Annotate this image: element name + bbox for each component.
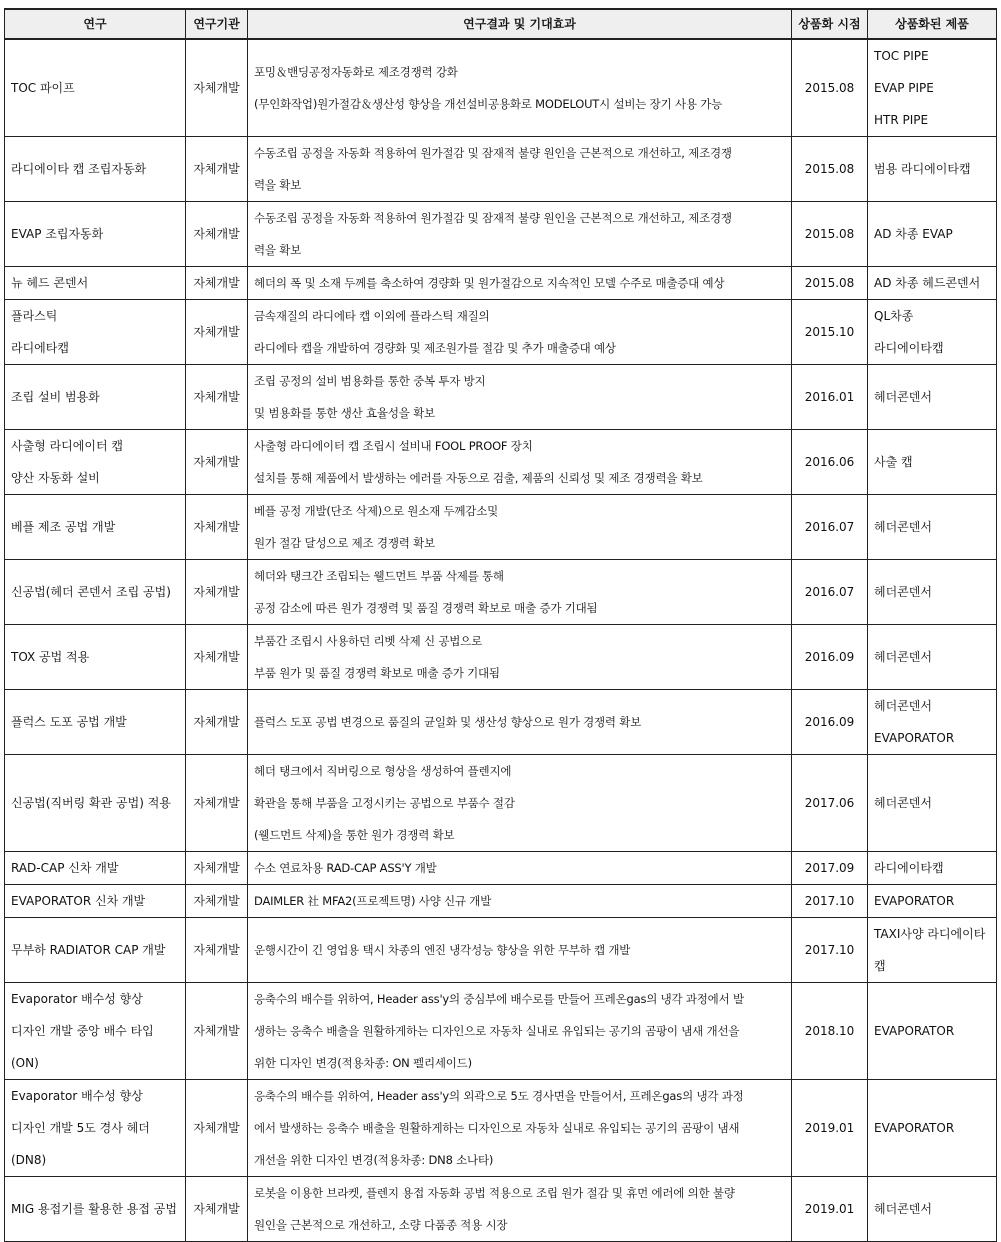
table-row <box>5 560 997 625</box>
cell-result-line: (무인화작업)원가절감＆생산성 향상을 개선설비공용화로 MODELOUT시 설비는 장기 사용 가능 <box>254 97 723 111</box>
cell-result-line: 헤더 탱크에서 직버링으로 형상을 생성하여 플렌지에 <box>254 764 512 778</box>
cell-institution: 자체개발 <box>186 267 248 300</box>
cell-result-line: 포밍＆밴딩공정자동화로 제조경쟁력 강화 <box>254 65 458 79</box>
cell-result <box>248 137 792 202</box>
cell-date: 2017.06 <box>792 755 868 852</box>
cell-research-line: 베플 제조 공법 개발 <box>11 520 116 534</box>
cell-institution: 자체개발 <box>186 983 248 1080</box>
cell-date: 2015.10 <box>792 300 868 365</box>
cell-research <box>5 137 186 202</box>
cell-research-line: (DN8) <box>11 1153 47 1167</box>
cell-date: 2015.08 <box>792 202 868 267</box>
cell-research-line: 디자인 개발 중앙 배수 타입 <box>11 1024 154 1038</box>
cell-research <box>5 625 186 690</box>
cell-result-line: 수동조립 공정을 자동화 적용하여 원가절감 및 잠재적 불량 원인을 근본적으로 개선하고, 제조경쟁 <box>254 211 732 225</box>
cell-product <box>868 885 997 918</box>
cell-date: 2016.09 <box>792 690 868 755</box>
cell-product-line: 캡 <box>874 959 886 973</box>
table-row <box>5 137 997 202</box>
cell-result <box>248 202 792 267</box>
cell-product <box>868 560 997 625</box>
cell-institution: 자체개발 <box>186 690 248 755</box>
table-row <box>5 918 997 983</box>
cell-product-line: 범용 라디에이타캡 <box>874 162 971 176</box>
cell-research <box>5 885 186 918</box>
cell-research <box>5 300 186 365</box>
cell-institution: 자체개발 <box>186 560 248 625</box>
cell-product-line: TAXI사양 라디에이타 <box>874 927 986 941</box>
cell-product <box>868 495 997 560</box>
cell-result-line: 수동조립 공정을 자동화 적용하여 원가절감 및 잠재적 불량 원인을 근본적으로 개선하고, 제조경쟁 <box>254 146 732 160</box>
cell-result <box>248 1080 792 1177</box>
cell-result-line: 수소 연료차용 RAD-CAP ASS'Y 개발 <box>254 861 437 875</box>
cell-result-line: 베플 공정 개발(단조 삭제)으로 원소재 두께감소및 <box>254 504 499 518</box>
cell-institution: 자체개발 <box>186 755 248 852</box>
cell-result-line: 생하는 응축수 배출을 원활하게하는 디자인으로 자동차 실내로 유입되는 공기의 곰팡이 냄새 개선을 <box>254 1024 740 1038</box>
cell-research <box>5 202 186 267</box>
cell-result-line: 부품 원가 및 품질 경쟁력 확보로 매출 증가 기대됨 <box>254 666 500 680</box>
table-body <box>5 39 997 1242</box>
cell-result-line: 라디에타 캡을 개발하여 경량화 및 제조원가를 절감 및 추가 매출증대 예상 <box>254 341 616 355</box>
cell-research-line: Evaporator 배수성 향상 <box>11 992 143 1006</box>
cell-product <box>868 690 997 755</box>
header-institution: 연구기관 <box>186 9 248 39</box>
cell-result <box>248 39 792 137</box>
cell-research <box>5 365 186 430</box>
cell-result-line: 및 범용화를 통한 생산 효율성을 확보 <box>254 406 435 420</box>
cell-product <box>868 430 997 495</box>
cell-result-line: 확관을 통해 부품을 고정시키는 공법으로 부품수 절감 <box>254 796 515 810</box>
cell-result <box>248 430 792 495</box>
cell-product <box>868 1177 997 1242</box>
cell-institution: 자체개발 <box>186 852 248 885</box>
cell-product-line: 라디에이타캡 <box>874 341 944 355</box>
cell-product <box>868 202 997 267</box>
cell-product-line: 헤더콘덴서 <box>874 650 932 664</box>
cell-date: 2016.06 <box>792 430 868 495</box>
cell-product-line: EVAP PIPE <box>874 81 934 95</box>
cell-result-line: 운행시간이 긴 영업용 택시 차종의 엔진 냉각성능 향상을 위한 무부하 캡 개발 <box>254 943 631 957</box>
cell-date: 2015.08 <box>792 137 868 202</box>
cell-research <box>5 983 186 1080</box>
cell-result <box>248 918 792 983</box>
cell-result-line: 위한 디자인 변경(적용차종: ON 펠리세이드) <box>254 1056 472 1070</box>
cell-product-line: 헤더콘덴서 <box>874 699 932 713</box>
table-row <box>5 495 997 560</box>
cell-result-line: 부품간 조립시 사용하던 리벳 삭제 신 공법으로 <box>254 634 483 648</box>
table-row <box>5 852 997 885</box>
table-row <box>5 755 997 852</box>
cell-result-line: 헤더의 폭 및 소재 두께를 축소하여 경량화 및 원가절감으로 지속적인 모델 수주로 매출증대 예상 <box>254 276 725 290</box>
cell-result-line: 사출형 라디에이터 캡 조립시 설비내 FOOL PROOF 장치 <box>254 439 533 453</box>
cell-product-line: 헤더콘덴서 <box>874 796 932 810</box>
cell-result <box>248 267 792 300</box>
cell-research <box>5 1080 186 1177</box>
cell-research <box>5 39 186 137</box>
cell-product-line: 헤더콘덴서 <box>874 520 932 534</box>
cell-product <box>868 1080 997 1177</box>
cell-result-line: DAIMLER 社 MFA2(프로젝트명) 사양 신규 개발 <box>254 894 492 908</box>
cell-date: 2018.10 <box>792 983 868 1080</box>
cell-date: 2016.09 <box>792 625 868 690</box>
cell-result <box>248 560 792 625</box>
cell-product <box>868 39 997 137</box>
table-row <box>5 1080 997 1177</box>
cell-research-line: 신공법(직버링 확관 공법) 적용 <box>11 796 171 810</box>
cell-product <box>868 137 997 202</box>
cell-result-line: 로봇을 이용한 브라켓, 플렌지 용접 자동화 공법 적용으로 조립 원가 절감 및 휴먼 에러에 의한 불량 <box>254 1186 735 1200</box>
cell-date: 2017.10 <box>792 885 868 918</box>
cell-institution: 자체개발 <box>186 137 248 202</box>
cell-product <box>868 852 997 885</box>
cell-institution: 자체개발 <box>186 625 248 690</box>
table-row <box>5 365 997 430</box>
cell-research-line: 라디에타캡 <box>11 341 69 355</box>
cell-result <box>248 625 792 690</box>
cell-result-line: 헤더와 탱크간 조립되는 웰드먼트 부품 삭제를 통해 <box>254 569 504 583</box>
cell-product-line: AD 차종 헤드콘덴서 <box>874 276 981 290</box>
cell-institution: 자체개발 <box>186 365 248 430</box>
cell-research <box>5 852 186 885</box>
cell-result-line: 에서 발생하는 응축수 배출을 원활하게하는 디자인으로 자동차 실내로 유입되는 공기의 곰팡이 냄새 <box>254 1121 740 1135</box>
cell-institution: 자체개발 <box>186 202 248 267</box>
cell-research <box>5 918 186 983</box>
cell-result-line: 응축수의 배수를 위하여, Header ass'y의 외곽으로 5도 경사면을 만들어서, 프레온gas의 냉각 과정 <box>254 1089 744 1103</box>
cell-research <box>5 1177 186 1242</box>
cell-research <box>5 690 186 755</box>
cell-product <box>868 918 997 983</box>
cell-research <box>5 560 186 625</box>
cell-date: 2019.01 <box>792 1177 868 1242</box>
cell-product <box>868 755 997 852</box>
cell-institution: 자체개발 <box>186 300 248 365</box>
cell-result <box>248 300 792 365</box>
cell-research-line: TOX 공법 적용 <box>11 650 90 664</box>
cell-product-line: HTR PIPE <box>874 113 929 127</box>
cell-result <box>248 885 792 918</box>
cell-product-line: EVAPORATOR <box>874 1024 955 1038</box>
cell-product-line: 헤더콘덴서 <box>874 1202 932 1216</box>
cell-research-line: (ON) <box>11 1056 39 1070</box>
cell-research-line: 플라스틱 <box>11 309 58 323</box>
table-row <box>5 885 997 918</box>
table-row <box>5 300 997 365</box>
cell-product-line: AD 차종 EVAP <box>874 227 953 241</box>
cell-product <box>868 625 997 690</box>
table-row <box>5 39 997 137</box>
cell-date: 2016.01 <box>792 365 868 430</box>
cell-research <box>5 267 186 300</box>
cell-result-line: 조립 공정의 설비 범용화를 통한 중복 투자 방지 <box>254 374 486 388</box>
table-row <box>5 267 997 300</box>
cell-date: 2016.07 <box>792 495 868 560</box>
header-research: 연구 <box>5 9 186 39</box>
cell-product-line: 라디에이타캡 <box>874 861 944 875</box>
cell-result <box>248 983 792 1080</box>
cell-research-line: 뉴 헤드 콘덴서 <box>11 276 89 290</box>
cell-product <box>868 300 997 365</box>
cell-product-line: 헤더콘덴서 <box>874 585 932 599</box>
header-result: 연구결과 및 기대효과 <box>248 9 792 39</box>
cell-product <box>868 267 997 300</box>
cell-result-line: 력을 확보 <box>254 243 302 257</box>
cell-research-line: 디자인 개발 5도 경사 헤더 <box>11 1121 150 1135</box>
cell-result <box>248 495 792 560</box>
cell-research-line: MIG 용접기를 활용한 용접 공법 <box>11 1202 177 1216</box>
table-row <box>5 430 997 495</box>
cell-result-line: 원가 절감 달성으로 제조 경쟁력 확보 <box>254 536 435 550</box>
cell-result-line: 응축수의 배수를 위하여, Header ass'y의 중심부에 배수로를 만들어 프레온gas의 냉각 과정에서 발 <box>254 992 744 1006</box>
cell-product-line: EVAPORATOR <box>874 1121 955 1135</box>
table-row <box>5 202 997 267</box>
cell-institution: 자체개발 <box>186 39 248 137</box>
table-header-row <box>5 9 997 39</box>
research-table <box>4 8 997 1242</box>
cell-research-line: 라디에이타 캡 조립자동화 <box>11 162 147 176</box>
cell-product-line: QL차종 <box>874 309 914 323</box>
cell-research-line: Evaporator 배수성 향상 <box>11 1089 143 1103</box>
cell-result <box>248 365 792 430</box>
cell-result-line: 공정 감소에 따른 원가 경쟁력 및 품질 경쟁력 확보로 매출 증가 기대됨 <box>254 601 598 615</box>
table-row <box>5 1177 997 1242</box>
cell-result-line: 금속재질의 라디에타 캡 이외에 플라스틱 재질의 <box>254 309 490 323</box>
cell-research-line: 신공법(헤더 콘덴서 조립 공법) <box>11 585 171 599</box>
cell-product <box>868 365 997 430</box>
cell-result <box>248 755 792 852</box>
cell-date: 2015.08 <box>792 267 868 300</box>
cell-research <box>5 495 186 560</box>
cell-research <box>5 755 186 852</box>
cell-result-line: 플럭스 도포 공법 변경으로 품질의 균일화 및 생산성 향상으로 원가 경쟁력 확보 <box>254 715 642 729</box>
cell-date: 2017.09 <box>792 852 868 885</box>
cell-result <box>248 690 792 755</box>
cell-date: 2019.01 <box>792 1080 868 1177</box>
cell-institution: 자체개발 <box>186 1177 248 1242</box>
cell-research-line: 사출형 라디에이터 캡 <box>11 439 123 453</box>
cell-institution: 자체개발 <box>186 1080 248 1177</box>
cell-date: 2016.07 <box>792 560 868 625</box>
cell-institution: 자체개발 <box>186 885 248 918</box>
cell-research-line: 무부하 RADIATOR CAP 개발 <box>11 943 166 957</box>
cell-product-line: 사출 캡 <box>874 455 913 469</box>
cell-date: 2017.10 <box>792 918 868 983</box>
cell-institution: 자체개발 <box>186 495 248 560</box>
cell-research-line: 양산 자동화 설비 <box>11 471 100 485</box>
table-row <box>5 690 997 755</box>
cell-research-line: EVAPORATOR 신차 개발 <box>11 894 146 908</box>
table-row <box>5 625 997 690</box>
cell-institution: 자체개발 <box>186 918 248 983</box>
cell-result <box>248 852 792 885</box>
cell-research-line: 플럭스 도포 공법 개발 <box>11 715 127 729</box>
cell-product <box>868 983 997 1080</box>
header-product: 상품화된 제품 <box>868 9 997 39</box>
cell-date: 2015.08 <box>792 39 868 137</box>
cell-research-line: EVAP 조립자동화 <box>11 227 104 241</box>
cell-result-line: (웰드먼트 삭제)을 통한 원가 경쟁력 확보 <box>254 828 455 842</box>
cell-research-line: RAD-CAP 신차 개발 <box>11 861 119 875</box>
cell-result-line: 력을 확보 <box>254 178 302 192</box>
cell-research-line: 조립 설비 범용화 <box>11 390 100 404</box>
cell-result-line: 개선을 위한 디자인 변경(적용차종: DN8 소나타) <box>254 1153 494 1167</box>
table-row <box>5 983 997 1080</box>
cell-product-line: EVAPORATOR <box>874 731 955 745</box>
cell-product-line: TOC PIPE <box>874 49 929 63</box>
cell-product-line: EVAPORATOR <box>874 894 955 908</box>
cell-research <box>5 430 186 495</box>
cell-result-line: 설치를 통해 제품에서 발생하는 에러를 자동으로 검출, 제품의 신뢰성 및 제조 경쟁력을 확보 <box>254 471 703 485</box>
cell-result-line: 원인을 근본적으로 개선하고, 소량 다품종 적용 시장 <box>254 1218 508 1232</box>
cell-result <box>248 1177 792 1242</box>
cell-institution: 자체개발 <box>186 430 248 495</box>
header-date: 상품화 시점 <box>792 9 868 39</box>
cell-product-line: 헤더콘덴서 <box>874 390 932 404</box>
cell-research-line: TOC 파이프 <box>11 81 75 95</box>
